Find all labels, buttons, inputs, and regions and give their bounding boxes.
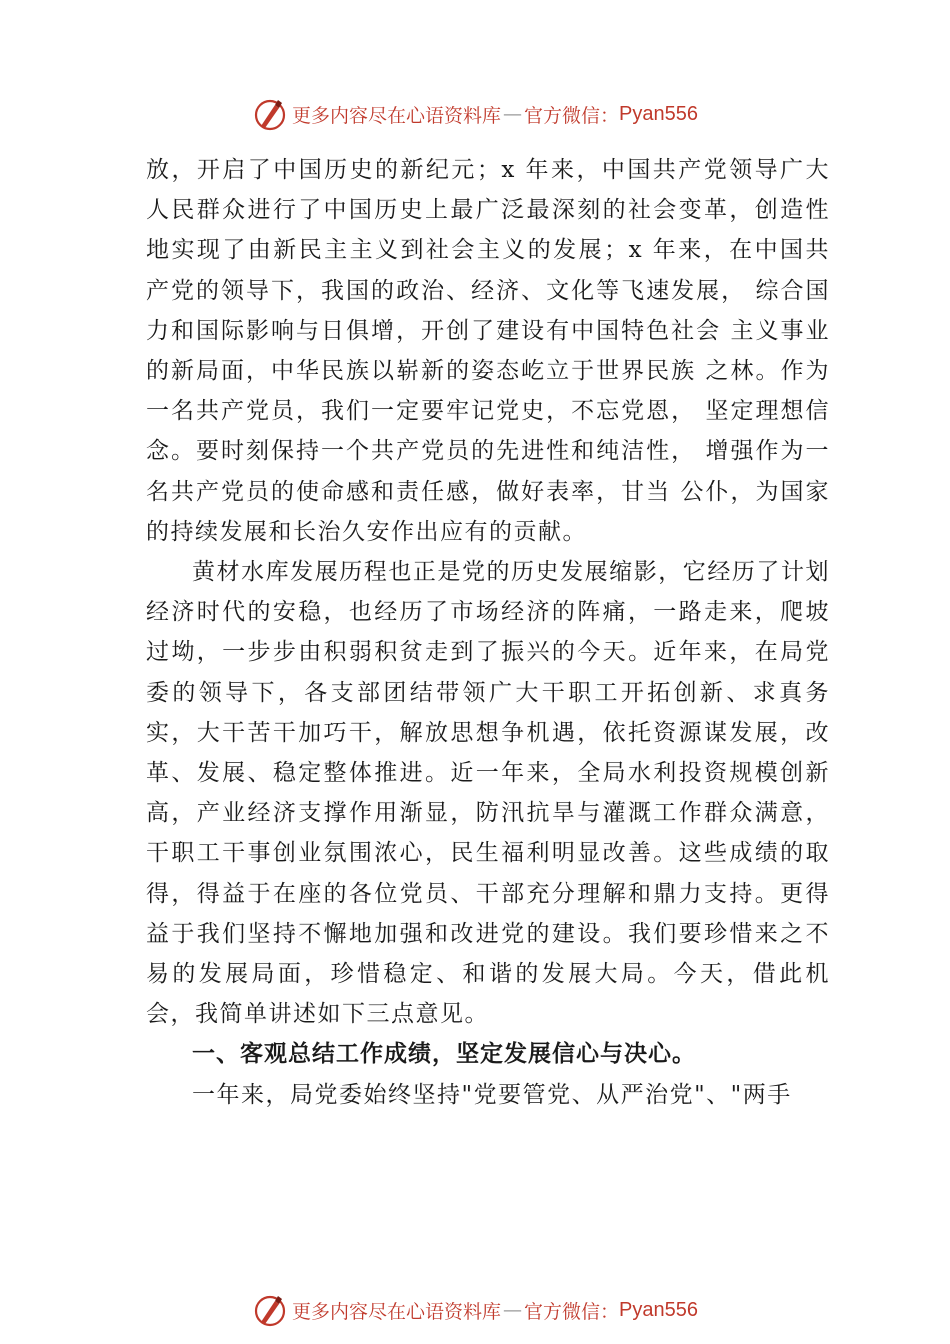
banner-text: 更多内容尽在心语资料库: [292, 104, 502, 127]
paragraph-3: 一年来，局党委始终坚持"党要管党、从严治党"、"两手: [192, 1081, 792, 1108]
banner-wechat-id: Pyan556: [619, 102, 698, 125]
section-heading: 一、客观总结工作成绩，坚定发展信心与决心。: [192, 1041, 696, 1068]
banner-separator: —: [503, 1299, 523, 1321]
document-body: [146, 150, 830, 1115]
banner-suffix: 官方微信：: [524, 104, 620, 127]
banner-wechat-id: Pyan556: [619, 1298, 698, 1321]
paragraph-1: 放，开启了中国历史的新纪元；x 年来，中国共产党领导广大人民群众进行了中国历史上最广泛最深刻的社会变革，创造性地实现了由新民主主义到社会主义的发展；x 年来，在中国共产党的领导下，我国的政治、经济、文化等飞速发展， 综合国力和国际影响与日俱增，开创了建设有中国特色社会 主义事业的新局面，中华民族以崭新的姿态屹立于世界民族 之林。作为一名共产党员，我们一定要牢记党史，不忘党恩， 坚定理想信念。要时刻保持一个共产党员的先进性和纯洁性， 增强作为一名共产党员的使命感和责任感，做好表率，甘当 公仆，为国家的持续发展和长治久安作出应有的贡献。: [146, 157, 830, 545]
header-watermark-banner: [0, 94, 950, 134]
paragraph-2: 黄材水库发展历程也正是党的历史发展缩影，它经历了计划经济时代的安稳，也经历了市场经济的阵痛，一路走来，爬坡过坳，一步步由积弱积贫走到了振兴的今天。近年来，在局党委的领导下，各支部团结带领广大干职工开拓创新、求真务实，大干苦干加巧干，解放思想争机遇，依托资源谋发展，改革、发展、稳定整体推进。近一年来，全局水利投资规模创新高，产业经济支撑作用渐显，防汛抗旱与灌溉工作群众满意，干职工干事创业氛围浓心，民生福利明显改善。这些成绩的取得，得益于在座的各位党员、干部充分理解和鼎力支持。更得益于我们坚持不懈地加强和改进党的建设。我们要珍惜来之不易的发展局面，珍惜稳定、和谐的发展大局。今天，借此机会，我简单讲述如下三点意见。: [146, 559, 830, 1028]
banner-text: 更多内容尽在心语资料库: [292, 1300, 502, 1323]
footer-watermark-banner: [0, 1290, 950, 1330]
pen-logo-icon: [252, 1292, 288, 1328]
banner-suffix: 官方微信：: [524, 1300, 620, 1323]
banner-separator: —: [503, 103, 523, 125]
pen-logo-icon: [252, 96, 288, 132]
